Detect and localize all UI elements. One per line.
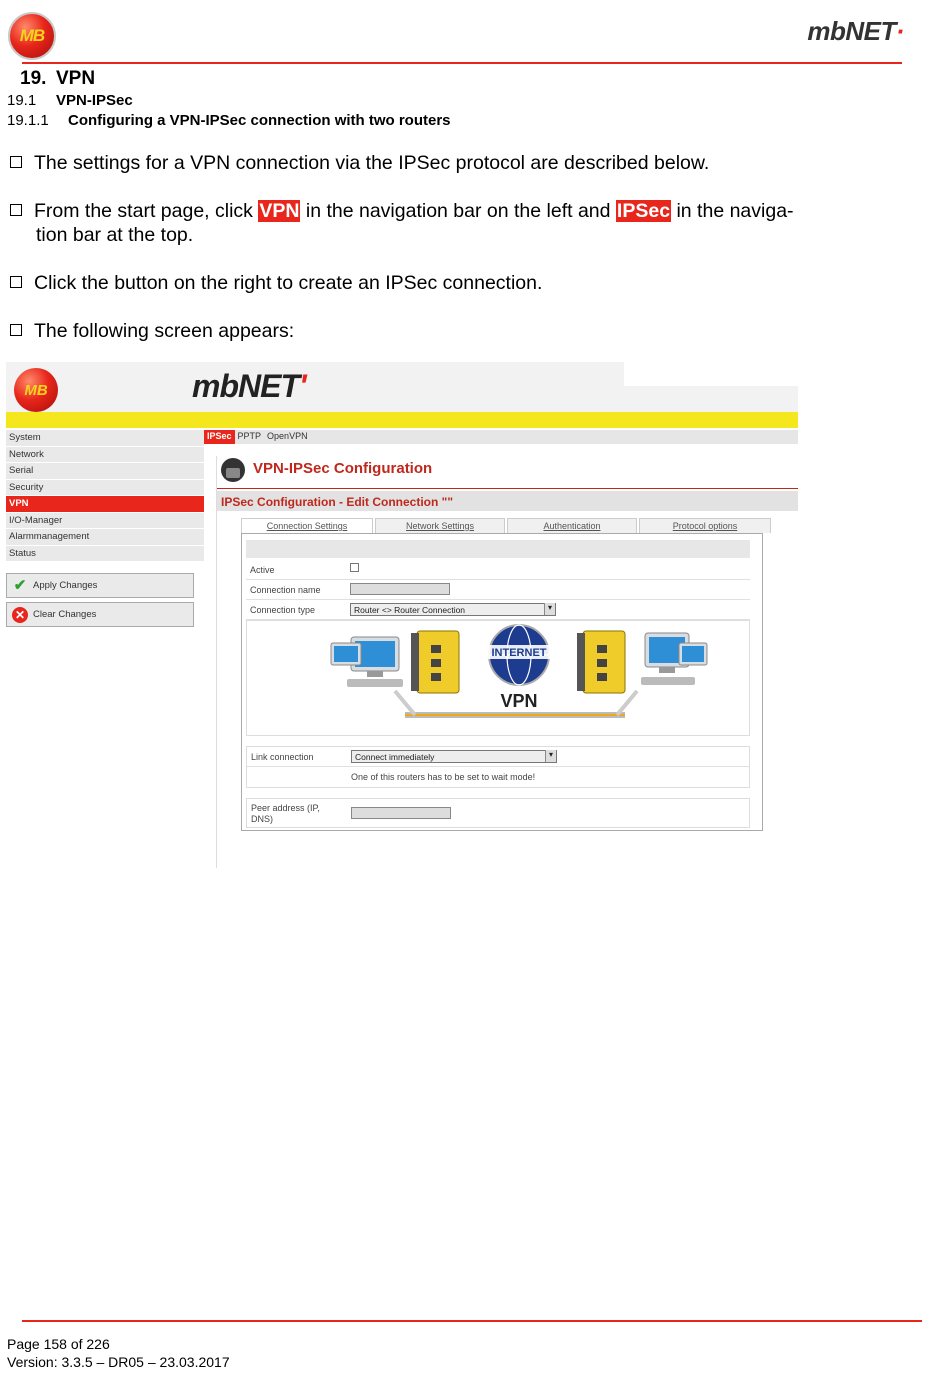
footer-page: Page 158 of 226 — [7, 1336, 110, 1352]
internet-label: INTERNET — [491, 647, 547, 659]
link-connection-group — [246, 746, 750, 788]
ui-header-gap — [624, 362, 798, 386]
bullet-3 — [10, 271, 850, 295]
mb-logo — [8, 12, 56, 60]
sidebar-item-alarmmanagement[interactable]: Alarmmanagement — [6, 529, 204, 546]
left-router-icon — [411, 631, 459, 693]
highlight-ipsec: IPSec — [616, 200, 671, 222]
row-connection-type — [246, 600, 750, 620]
sidebar-item-serial[interactable]: Serial — [6, 463, 204, 480]
heading-3-text: Configuring a VPN-IPSec connection with two routers — [68, 112, 451, 129]
tab-pptp[interactable]: PPTP — [237, 431, 262, 441]
peer-address-label-line-1: Peer address (IP, — [251, 803, 320, 813]
link-connection-value: Connect immediately ▾ — [351, 750, 557, 763]
subtab-authentication[interactable]: Authentication — [507, 518, 637, 533]
heading-2-text: VPN-IPSec — [56, 92, 133, 109]
sidebar-item-vpn[interactable]: VPN — [6, 496, 204, 513]
subtab-protocol-options[interactable]: Protocol options — [639, 518, 771, 533]
heading-3 — [7, 112, 451, 129]
subtab-connection-settings[interactable]: Connection Settings — [241, 518, 373, 533]
bullet-4 — [10, 319, 850, 343]
right-router-icon — [577, 631, 625, 693]
peer-address-input[interactable] — [351, 807, 451, 819]
pipe-right-end — [617, 691, 637, 715]
row-active — [246, 560, 750, 580]
sidebar-item-network[interactable]: Network — [6, 447, 204, 464]
brand-text: mbNET — [807, 16, 896, 46]
clear-changes-button[interactable] — [6, 602, 194, 627]
bullet-4-text: The following screen appears: — [34, 320, 295, 342]
connection-name-label: Connection name — [250, 585, 321, 595]
mbnet-brand — [807, 16, 904, 47]
brand-mark: · — [895, 16, 904, 46]
ui-logo-text: MB — [24, 381, 48, 399]
peer-address-group — [246, 798, 750, 828]
bullet-2-text-mid: in the navigation bar on the left and — [300, 200, 616, 222]
ui-brand-text: mbNET — [192, 368, 299, 404]
ui-content — [216, 456, 798, 868]
connection-type-value: Router <> Router Connection ▾ — [350, 603, 556, 616]
bullet-2-continuation: tion bar at the top. — [36, 224, 194, 246]
right-computer-icon — [641, 633, 707, 685]
ui-yellow-band — [6, 412, 798, 428]
vpn-config-icon — [221, 458, 245, 482]
heading-2-number: 19.1 — [7, 92, 37, 109]
bullet-3-text: Click the button on the right to create an IPSec connection. — [34, 272, 543, 294]
connection-subtabs — [241, 518, 773, 533]
sidebar-item-system[interactable]: System — [6, 430, 204, 447]
bullet-2 — [10, 199, 850, 247]
connection-name-input[interactable] — [350, 583, 450, 595]
highlight-vpn: VPN — [259, 200, 300, 222]
active-label: Active — [250, 565, 275, 575]
ui-brand-mark: ' — [299, 368, 306, 404]
config-title: VPN-IPSec Configuration — [253, 460, 433, 477]
bullet-1-text: The settings for a VPN connection via the IPSec protocol are described below. — [34, 152, 710, 174]
active-checkbox[interactable] — [350, 563, 359, 572]
subtab-network-settings[interactable]: Network Settings — [375, 518, 505, 533]
checkbox-bullet-icon — [10, 204, 22, 216]
peer-address-label-line-2: DNS) — [251, 814, 273, 824]
heading-1 — [20, 68, 95, 90]
row-link-connection — [247, 747, 749, 767]
bullet-2-text-pre: From the start page, click — [34, 200, 259, 222]
edit-connection-title: IPSec Configuration - Edit Connection "" — [217, 491, 798, 511]
link-connection-label: Link connection — [251, 752, 314, 762]
vpn-label: VPN — [500, 691, 538, 711]
mbnet-web-ui-screenshot — [6, 362, 798, 868]
cross-icon: ✕ — [12, 607, 28, 623]
ui-sidebar — [6, 430, 204, 562]
footer-rule — [22, 1320, 922, 1322]
mb-logo-text: MB — [19, 26, 45, 45]
peer-address-label — [251, 803, 320, 825]
checkbox-bullet-icon — [10, 324, 22, 336]
tab-openvpn[interactable]: OpenVPN — [267, 431, 308, 441]
connection-settings-panel — [241, 533, 763, 831]
apply-changes-label: Apply Changes — [33, 580, 98, 591]
checkmark-icon: ✔ — [13, 577, 27, 594]
bullet-1 — [10, 151, 850, 175]
config-title-rule — [217, 488, 798, 489]
checkbox-bullet-icon — [10, 156, 22, 168]
row-link-note — [247, 767, 749, 787]
ui-header — [6, 362, 798, 412]
connection-type-select[interactable] — [350, 603, 556, 616]
header-rule — [22, 62, 902, 64]
panel-header — [246, 540, 750, 558]
tab-ipsec[interactable]: IPSec — [204, 430, 235, 444]
footer-version: Version: 3.3.5 – DR05 – 23.03.2017 — [7, 1354, 230, 1370]
checkbox-bullet-icon — [10, 276, 22, 288]
ui-top-tabs — [204, 430, 798, 444]
ui-brand — [192, 368, 306, 405]
apply-changes-button[interactable] — [6, 573, 194, 598]
router-vpn-diagram — [246, 620, 750, 736]
link-connection-note: One of this routers has to be set to wait mode! — [351, 772, 536, 782]
heading-1-text: VPN — [56, 68, 96, 89]
vpn-diagram-graphic — [247, 621, 751, 737]
pipe-left-end — [395, 691, 415, 715]
clear-changes-label: Clear Changes — [33, 609, 97, 620]
heading-2 — [7, 92, 133, 109]
link-connection-select[interactable] — [351, 750, 557, 763]
bullet-2-text-post: in the naviga- — [671, 200, 794, 222]
connection-type-label: Connection type — [250, 605, 316, 615]
ui-mb-logo — [14, 368, 58, 412]
heading-1-number: 19. — [20, 68, 47, 89]
sidebar-item-security[interactable]: Security — [6, 480, 204, 497]
sidebar-item-status[interactable]: Status — [6, 546, 204, 563]
heading-3-number: 19.1.1 — [7, 112, 49, 129]
row-connection-name — [246, 580, 750, 600]
left-computer-icon — [331, 637, 403, 687]
sidebar-item-io-manager[interactable]: I/O-Manager — [6, 513, 204, 530]
